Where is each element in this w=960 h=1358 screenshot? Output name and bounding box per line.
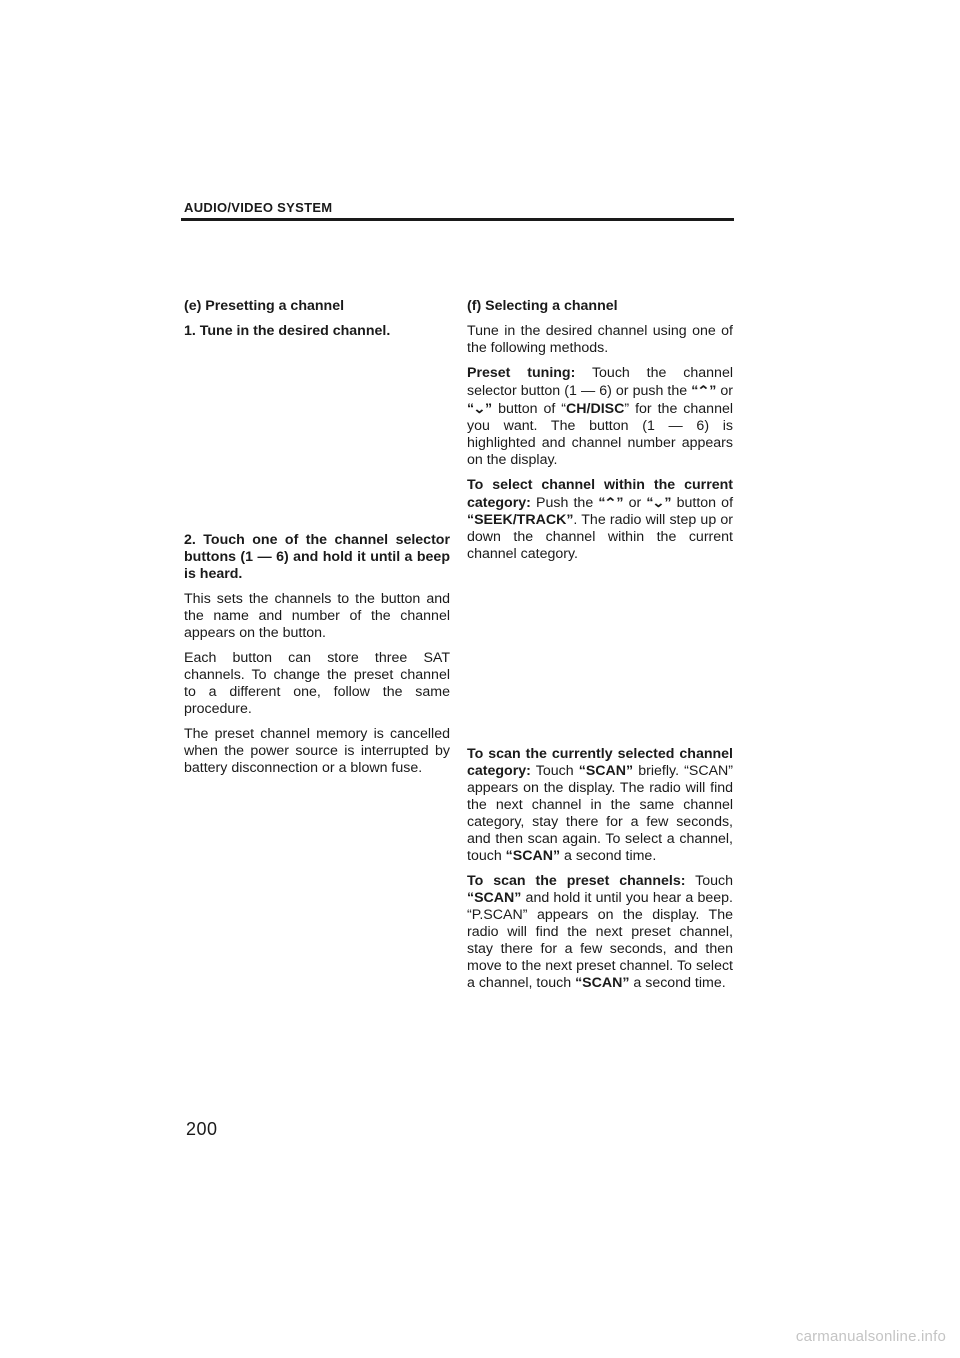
preset-tuning-label: Preset tuning: — [467, 365, 576, 381]
paragraph-3: The preset channel memory is cancelled when the power source is interrupted by battery disconnection or a blown fuse. — [184, 726, 450, 776]
watermark: carmanualsonline.info — [795, 1328, 946, 1345]
preset-tuning-paragraph: Preset tuning: Touch the channel selector button (1 — 6) or push the “⌃” or “⌄” button of “CH/DISC” for the channel you want. The button (1 — 6) is highlighted and channel number appears on the display. — [467, 365, 734, 468]
header-rule — [181, 218, 734, 221]
scan-category-label: To scan the currently selected channel category: — [467, 746, 733, 779]
seek-track-label: “SEEK/TRACK” — [467, 512, 574, 528]
left-column — [184, 298, 450, 785]
chevron-down-icon: ⌄ — [473, 401, 487, 416]
right-column — [467, 298, 733, 1000]
scan-category-paragraph: To scan the currently selected channel category: Touch “SCAN” briefly. “SCAN” appears on the display. The radio will find the next channel in the same channel category, stay there for a few seconds, and then scan again. To select a channel, touch “SCAN” a second time. — [467, 746, 734, 864]
intro-paragraph: Tune in the desired channel using one of the following methods. — [467, 323, 733, 356]
paragraph-2: Each button can store three SAT channels. To change the preset channel to a different one, follow the same procedure. — [184, 650, 450, 717]
step-2: 2. Touch one of the channel selector buttons (1 — 6) and hold it until a beep is heard. — [184, 532, 450, 582]
running-header: AUDIO/VIDEO SYSTEM — [184, 200, 333, 215]
scan-preset-label: To scan the preset channels: — [467, 873, 686, 889]
scan-label: “SCAN” — [575, 975, 630, 991]
scan-label: “SCAN” — [505, 848, 561, 864]
category-label: To select channel within the current category: — [467, 477, 733, 511]
scan-preset-paragraph: To scan the preset channels: Touch “SCAN” and hold it until you hear a beep. “P.SCAN” appears on the display. The radio will find the next preset channel, stay there for a few seconds, and then move to the next preset channel. To select a channel, touch “SCAN” a second time. — [467, 873, 733, 991]
image-gap-left — [184, 348, 450, 532]
scan-label: “SCAN” — [578, 763, 634, 779]
image-gap-right — [467, 571, 733, 746]
chevron-down-icon: ⌄ — [652, 495, 666, 510]
chevron-up-icon: ⌃ — [697, 383, 711, 398]
ch-disc-label: CH/DISC — [566, 401, 625, 417]
chevron-up-icon: ⌃ — [604, 495, 618, 510]
section-e-title: (e) Presetting a channel — [184, 298, 345, 314]
paragraph-1: This sets the channels to the button and the name and number of the channel appears on the button. — [184, 591, 450, 641]
step-1: 1. Tune in the desired channel. — [184, 323, 391, 339]
category-paragraph: To select channel within the current category: Push the “⌃” or “⌄” button of “SEEK/TRACK”. The radio will step up or down the channel within the current channel category. — [467, 477, 734, 562]
scan-label: “SCAN” — [467, 890, 522, 906]
section-f-title: (f) Selecting a channel — [467, 298, 618, 314]
page-number: 200 — [186, 1119, 218, 1139]
